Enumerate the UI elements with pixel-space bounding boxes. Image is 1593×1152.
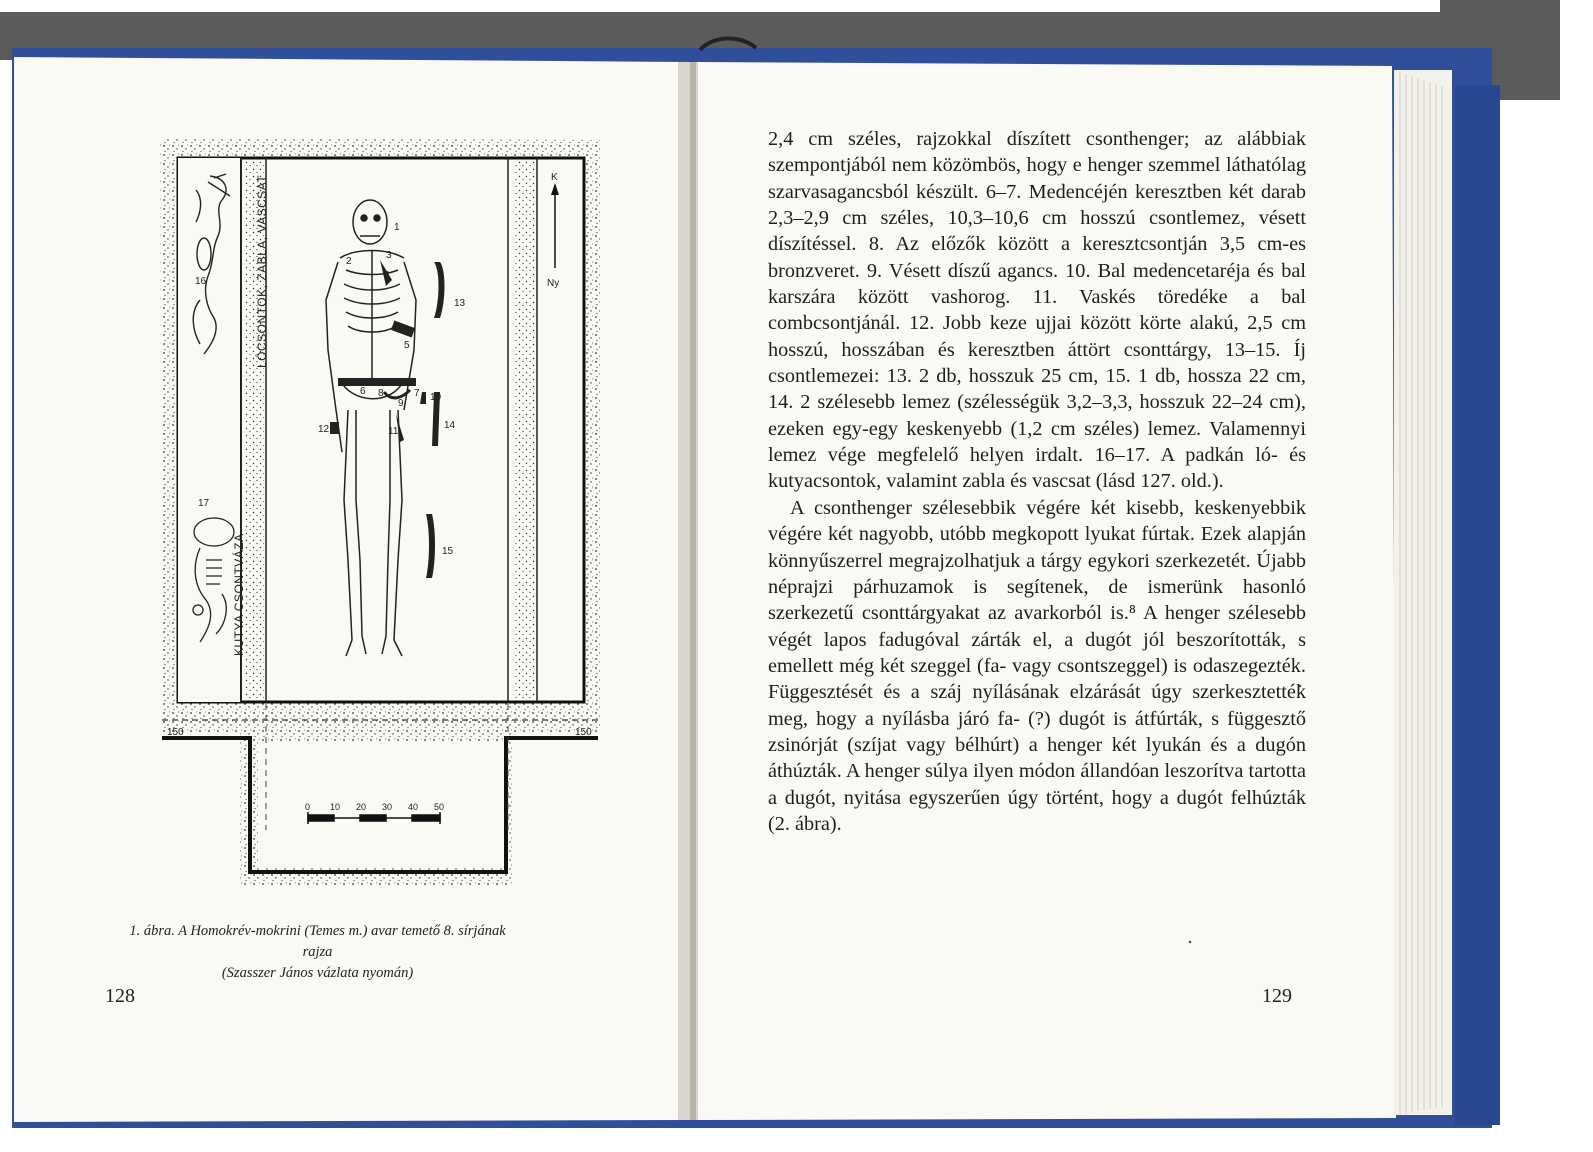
scale-tick-50: 50 xyxy=(434,802,445,812)
item-17: 17 xyxy=(198,498,210,509)
item-13: 13 xyxy=(454,298,466,309)
item-15: 15 xyxy=(442,546,454,557)
scale-tick-0: 0 xyxy=(305,802,311,812)
item-7: 7 xyxy=(414,388,420,399)
item-2: 2 xyxy=(346,256,352,267)
scale-tick-30: 30 xyxy=(382,802,393,812)
item-1: 1 xyxy=(394,222,400,233)
body-text xyxy=(768,126,1306,837)
page-edges xyxy=(1394,70,1452,1115)
item-9: 9 xyxy=(398,398,404,409)
item-5: 5 xyxy=(404,340,410,351)
scale-tick-10: 10 xyxy=(330,802,341,812)
caption-line-1: 1. ábra. A Homokrév-mokrini (Temes m.) avar temető 8. sírjának rajza xyxy=(129,923,506,960)
depth-left: 150 xyxy=(167,727,184,738)
page-number-left: 128 xyxy=(105,985,135,1007)
label-dog-skeleton: KUTYA CSONTVÁZA xyxy=(232,533,246,656)
compass-ny: Ny xyxy=(547,278,560,289)
item-6: 6 xyxy=(360,386,366,397)
paragraph-2: A csonthenger szélesebbik végére két kisebb, keskenyebbik végére két nagyobb, utóbb megkopott lyukat fúrtak. Ezek alapján könnyűszerrel megrajzolhatjuk a tárgy egykori szerkezetét. Újabb néprajzi párhuzamok is segítenek, de ismerünk hasonló szerkezetű csonttárgyakat az avarkorból is.⁸ A henger szélesebb végét lapos fadugóval zárták el, a dugót jól beszorították, s emellett még két szeggel (fa- vagy csontszeggel) is odaszegezték. Függesztését és a száj nyílásának elzárását úgy szerkesztették meg, hogy a nyílásba járó fa- (?) dugót is átfúrták, s függesztő zsinórját (szíjat vagy bélhúrt) a henger két lyukán és a dugón áthúzták. A henger súlya ilyen módon állandóan leszorítva tartotta a dugót, nyitása egyszerűen úgy történt, hogy a dugót felhúzták (2. ábra). xyxy=(768,496,1306,835)
compass-k: K xyxy=(551,172,558,183)
bone-plates-6-8 xyxy=(338,378,416,386)
page-number-right: 129 xyxy=(1262,985,1292,1007)
item-10: 10 xyxy=(430,392,442,403)
figure-caption xyxy=(115,921,520,984)
item-8: 8 xyxy=(378,388,384,399)
scale-tick-20: 20 xyxy=(356,802,367,812)
caption-line-2: (Szasszer János vázlata nyomán) xyxy=(221,965,414,981)
label-horse-bones: LÓCSONTOK, ZABLA, VASCSAT xyxy=(255,174,269,368)
item-14: 14 xyxy=(444,420,456,431)
item-4: 4 xyxy=(384,270,390,281)
bone-object-12 xyxy=(330,422,339,434)
scale-tick-40: 40 xyxy=(408,802,419,812)
item-11: 11 xyxy=(388,426,399,437)
depth-right: 150 xyxy=(575,727,592,738)
item-12: 12 xyxy=(318,424,330,435)
paragraph-1: 2,4 cm széles, rajzokkal díszített csonthenger; az alábbiak szempontjából nem közömbös, hogy e henger szemmel láthatólag szarvasagancsból készült. 6–7. Medencéjén keresztben két darab 2,3–2,9 cm széles, 10,3–10,6 cm hosszú csontlemez, vésett díszítéssel. 8. Az előzők között a keresztcsontján 3,5 cm-es bronzveret. 9. Vésett díszű agancs. 10. Bal medencetaréja és bal karszára között vashorog. 11. Vaskés töredéke a bal combcsontjánál. 12. Jobb keze ujjai között körte alakú, 2,5 cm hosszú, hosszában és keresztben áttört csonttárgy, 13–15. Íj csontlemezei: 13. 2 db, hosszuk 25 cm, 15. 1 db, hossza 22 cm, 14. 2 szélesebb lemez (szélességük 3,2–3,3, hosszuk 22–24 cm), ezeken egy-egy keskenyebb (1,2 cm széles) lemez. Valamennyi lemez vége megfelelő helyen irdalt. 16–17. A padkán ló- és kutyacsontok, valamint zabla és vascsat (lásd 127. old.). xyxy=(768,128,1306,493)
item-16: 16 xyxy=(195,276,207,287)
item-3: 3 xyxy=(386,250,392,261)
